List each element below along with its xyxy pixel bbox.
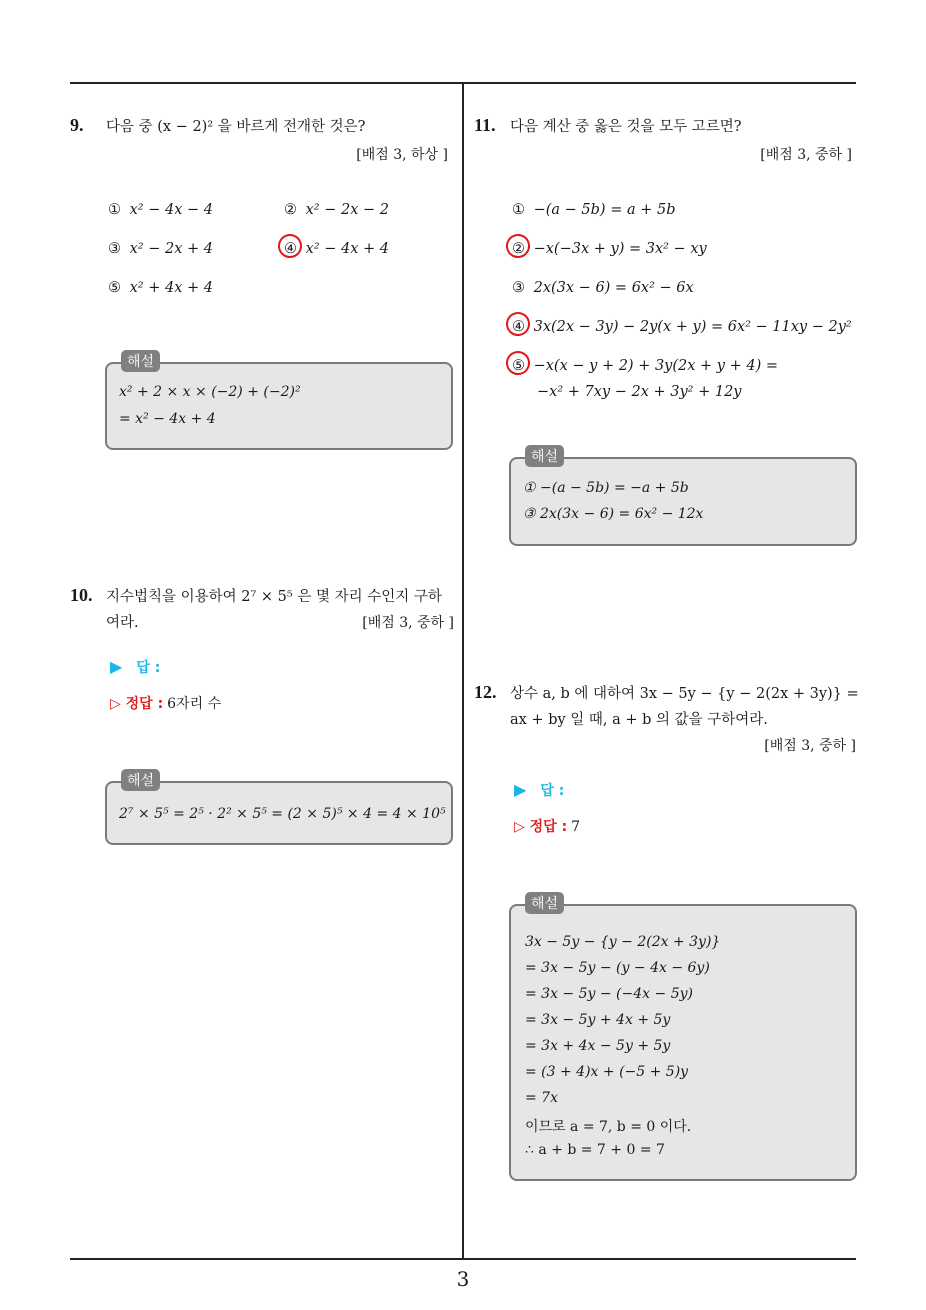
explanation-tag: 해설: [121, 350, 160, 372]
question-number: 10.: [70, 585, 93, 605]
option-expr: x² + 4x + 4: [129, 280, 213, 296]
answer-circle-mark: [276, 232, 304, 260]
explanation-line: = x² − 4x + 4: [119, 411, 216, 427]
solution-label: 정답 :: [125, 696, 164, 712]
explanation-line: = 7x: [525, 1090, 558, 1106]
explanation-tag: 해설: [525, 892, 564, 914]
answer-circle-mark: [504, 310, 532, 338]
explanation-tag: 해설: [525, 445, 564, 467]
explanation-box: [509, 896, 857, 1181]
triangle-outline-icon: ▷: [110, 696, 126, 712]
explanation-line: ③ 2x(3x − 6) = 6x² − 12x: [523, 506, 704, 522]
explanation-tag: 해설: [121, 769, 160, 791]
option-expr: 3x(2x − 3y) − 2y(x + y) = 6x² − 11xy − 2y²: [533, 319, 852, 335]
option-mark: ①: [108, 202, 121, 218]
option-1[interactable]: [512, 202, 675, 218]
explanation-line: 2⁷ × 5⁵ = 2⁵ · 2² × 5⁵ = (2 × 5)⁵ × 4 = 4 × 10⁵: [119, 806, 446, 822]
option-5[interactable]: [108, 280, 213, 296]
answer-label: 답 :: [540, 783, 565, 799]
score-label: [배점 3, 중하 ]: [760, 147, 852, 163]
solution-label: 정답 :: [529, 819, 568, 835]
explanation-line: = 3x − 5y − (−4x − 5y): [525, 986, 693, 1002]
correct-answer: [110, 693, 221, 713]
option-4[interactable]: [512, 319, 852, 335]
explanation-line: = 3x − 5y + 4x + 5y: [525, 1012, 671, 1028]
question-text: 상수 a, b 에 대하여 3x − 5y − {y − 2(2x + 3y)} =: [510, 686, 859, 702]
question-text: 다음 계산 중 옳은 것을 모두 고르면?: [510, 119, 742, 135]
option-expr: x² − 4x + 4: [305, 241, 389, 257]
option-expr: −x(−3x + y) = 3x² − xy: [533, 241, 707, 257]
explanation-box: [509, 449, 857, 546]
option-expr: −x² + 7xy − 2x + 3y² + 12y: [537, 384, 742, 400]
question-number: 12.: [474, 682, 497, 702]
option-mark: ④: [284, 241, 297, 257]
play-icon: ▶: [110, 657, 123, 676]
option-mark: ②: [512, 241, 525, 257]
option-5-continued: [537, 384, 741, 400]
explanation-box: [105, 354, 453, 450]
answer-circle-mark: [504, 349, 532, 377]
option-mark: ①: [512, 202, 525, 218]
question-number: 11.: [474, 115, 496, 135]
option-mark: ②: [284, 202, 297, 218]
option-expr: x² − 4x − 4: [129, 202, 213, 218]
solution-value: 7: [571, 819, 581, 835]
option-expr: x² − 2x − 2: [305, 202, 389, 218]
score-label: [배점 3, 중하 ]: [362, 615, 454, 631]
answer-field[interactable]: [110, 657, 160, 677]
score-label: [배점 3, 중하 ]: [764, 738, 856, 754]
option-mark: ⑤: [108, 280, 121, 296]
column-divider: [462, 84, 464, 1258]
bottom-rule: [70, 1258, 856, 1260]
explanation-line: = (3 + 4)x + (−5 + 5)y: [525, 1064, 689, 1080]
question-text: 다음 중 (x − 2)² 을 바르게 전개한 것은?: [106, 119, 366, 135]
explanation-line: ① −(a − 5b) = −a + 5b: [523, 480, 689, 496]
option-mark: ⑤: [512, 358, 525, 374]
option-1[interactable]: [108, 202, 213, 218]
option-mark: ③: [108, 241, 121, 257]
option-3[interactable]: [512, 280, 694, 296]
option-3[interactable]: [108, 241, 213, 257]
option-5[interactable]: [512, 358, 778, 374]
answer-field[interactable]: [514, 780, 564, 800]
question-text: ax + by 일 때, a + b 의 값을 구하여라.: [510, 712, 768, 728]
play-icon: ▶: [514, 780, 527, 799]
explanation-line: x² + 2 × x × (−2) + (−2)²: [119, 384, 301, 400]
question-number: 9.: [70, 115, 84, 135]
question-text: 여라.: [106, 615, 139, 631]
explanation-line: = 3x − 5y − (y − 4x − 6y): [525, 960, 710, 976]
correct-answer: [514, 816, 580, 836]
option-mark: ④: [512, 319, 525, 335]
answer-label: 답 :: [136, 660, 161, 676]
page-number: 3: [456, 1267, 470, 1291]
triangle-outline-icon: ▷: [514, 819, 530, 835]
explanation-line: 이므로 a = 7, b = 0 이다.: [525, 1119, 692, 1135]
question-text: 지수법칙을 이용하여 2⁷ × 5⁵ 은 몇 자리 수인지 구하: [106, 589, 442, 605]
option-mark: ③: [512, 280, 525, 296]
explanation-line: ∴ a + b = 7 + 0 = 7: [525, 1142, 665, 1158]
option-4[interactable]: [284, 241, 389, 257]
option-expr: 2x(3x − 6) = 6x² − 6x: [533, 280, 694, 296]
score-label: [배점 3, 하상 ]: [356, 147, 448, 163]
option-2[interactable]: [512, 241, 707, 257]
explanation-line: 3x − 5y − {y − 2(2x + 3y)}: [525, 934, 721, 950]
option-2[interactable]: [284, 202, 389, 218]
explanation-box: [105, 773, 453, 845]
answer-circle-mark: [504, 232, 532, 260]
solution-value: 6자리 수: [167, 696, 222, 712]
option-expr: −x(x − y + 2) + 3y(2x + y + 4) =: [533, 358, 778, 374]
option-expr: x² − 2x + 4: [129, 241, 213, 257]
option-expr: −(a − 5b) = a + 5b: [533, 202, 676, 218]
explanation-line: = 3x + 4x − 5y + 5y: [525, 1038, 671, 1054]
